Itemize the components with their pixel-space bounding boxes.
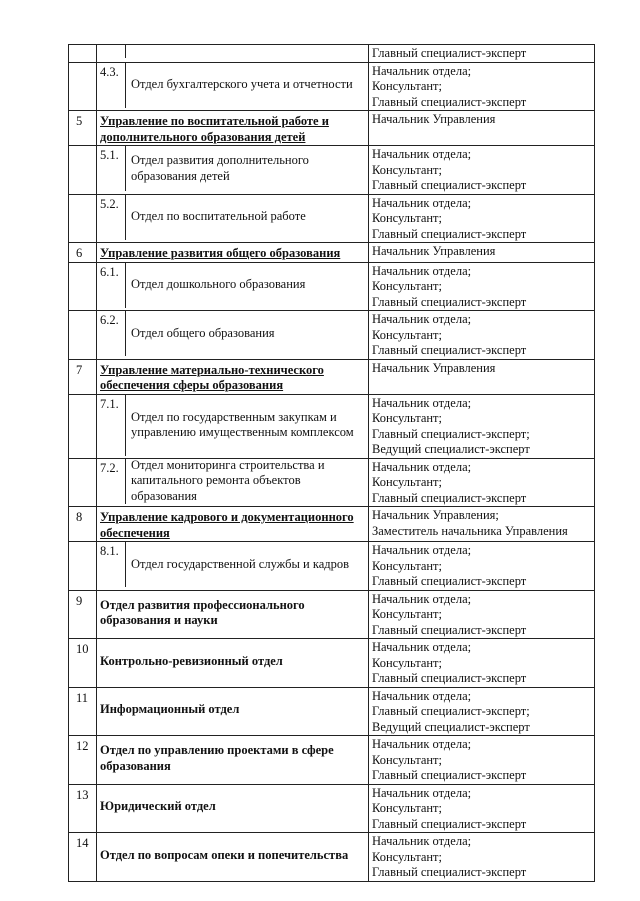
table-row xyxy=(69,111,595,146)
positions-cell xyxy=(369,311,595,360)
position-title: Начальник Управления xyxy=(372,244,496,258)
table-row xyxy=(69,458,595,507)
position-title: Консультант; xyxy=(372,655,442,670)
subunit-wrap xyxy=(97,542,368,587)
department-name: Информационный отдел xyxy=(100,702,240,717)
subunit-wrap xyxy=(97,459,368,504)
position-title: Начальник отдела; xyxy=(372,543,472,557)
position-title: Главный специалист-эксперт xyxy=(372,294,527,309)
position-title: Главный специалист-эксперт xyxy=(372,622,527,637)
table-row xyxy=(69,590,595,639)
unit-name-cell xyxy=(97,736,369,785)
positions-cell xyxy=(369,262,595,311)
row-number xyxy=(69,262,97,311)
unit-name-cell xyxy=(97,542,369,591)
position-title: Консультант; xyxy=(372,558,442,573)
positions-cell xyxy=(369,736,595,785)
subunit-wrap xyxy=(97,263,368,308)
subunit-number: 8.1. xyxy=(97,542,126,587)
row-number: 11 xyxy=(69,687,97,736)
subunit-name: Отдел по государственным закупкам и управлению имущественным комплексом xyxy=(131,409,354,439)
unit-name-cell xyxy=(97,146,369,195)
positions-cell xyxy=(369,45,595,63)
positions-cell xyxy=(369,687,595,736)
table-row xyxy=(69,542,595,591)
subunit-number: 4.3. xyxy=(97,63,126,108)
position-title: Главный специалист-эксперт xyxy=(372,490,527,505)
unit-name-cell xyxy=(97,394,369,458)
position-title: Главный специалист-эксперт xyxy=(372,226,527,241)
subunit-wrap xyxy=(97,311,368,356)
department-name: Отдел развития профессионального образования и науки xyxy=(100,597,305,627)
position-title: Начальник Управления xyxy=(372,112,496,126)
position-title: Главный специалист-эксперт xyxy=(372,865,527,879)
subunit-number: 6.2. xyxy=(97,311,126,356)
row-number: 8 xyxy=(69,507,97,542)
table-row xyxy=(69,736,595,785)
position-title: Консультант; xyxy=(372,801,442,815)
position-title: Начальник отдела; xyxy=(372,263,472,278)
row-number: 13 xyxy=(69,784,97,833)
table-row xyxy=(69,45,595,63)
position-title: Главный специалист-эксперт xyxy=(372,671,527,685)
position-title: Консультант; xyxy=(372,327,442,342)
position-title: Главный специалист-эксперт xyxy=(372,343,527,357)
department-name: Управление материально-технического обеспечения сферы образования xyxy=(100,362,324,392)
position-title: Главный специалист-эксперт; xyxy=(372,704,530,718)
position-title: Главный специалист-эксперт xyxy=(372,46,527,60)
position-title: Консультант; xyxy=(372,752,442,767)
position-title: Начальник отдела; xyxy=(372,312,472,326)
unit-name-cell xyxy=(97,45,369,63)
subunit-number: 5.2. xyxy=(97,195,126,240)
unit-name-cell xyxy=(97,111,369,146)
positions-cell xyxy=(369,359,595,394)
subunit-name: Отдел общего образования xyxy=(131,325,275,340)
subunit-name: Отдел по воспитательной работе xyxy=(131,209,306,224)
subunit-number: 6.1. xyxy=(97,263,126,308)
position-title: Начальник Управления xyxy=(372,360,496,375)
position-title: Начальник Управления; xyxy=(372,508,499,522)
position-title: Консультант; xyxy=(372,607,442,621)
unit-name-cell xyxy=(97,458,369,507)
position-title: Главный специалист-эксперт xyxy=(372,768,527,782)
row-number xyxy=(69,62,97,111)
position-title: Консультант; xyxy=(372,279,442,293)
row-number xyxy=(69,146,97,195)
table-body xyxy=(69,45,595,882)
positions-cell xyxy=(369,784,595,833)
position-title: Консультант; xyxy=(372,849,442,864)
subunit-name: Отдел бухгалтерского учета и отчетности xyxy=(131,77,353,92)
position-title: Начальник отдела; xyxy=(372,640,472,654)
subunit-name: Отдел государственной службы и кадров xyxy=(131,556,350,571)
table-row xyxy=(69,62,595,111)
table-row xyxy=(69,507,595,542)
positions-cell xyxy=(369,833,595,882)
positions-cell xyxy=(369,542,595,591)
table-row xyxy=(69,146,595,195)
row-number: 10 xyxy=(69,639,97,688)
department-name: Управление развития общего образования xyxy=(100,246,341,260)
positions-cell xyxy=(369,639,595,688)
table-row xyxy=(69,687,595,736)
position-title: Начальник отдела; xyxy=(372,737,472,751)
position-title: Начальник отдела; xyxy=(372,834,472,848)
row-number: 7 xyxy=(69,359,97,394)
subunit-name: Отдел мониторинга строительства и капитального ремонта объектов образования xyxy=(131,457,325,503)
positions-cell xyxy=(369,111,595,146)
row-number xyxy=(69,194,97,243)
positions-cell xyxy=(369,507,595,542)
positions-cell xyxy=(369,194,595,243)
position-title: Главный специалист-эксперт xyxy=(372,178,527,192)
positions-cell xyxy=(369,458,595,507)
row-number xyxy=(69,542,97,591)
positions-cell xyxy=(369,62,595,111)
unit-name-cell xyxy=(97,590,369,639)
row-number xyxy=(69,458,97,507)
position-title: Начальник отдела; xyxy=(372,147,472,161)
table-row xyxy=(69,639,595,688)
position-title: Начальник отдела; xyxy=(372,591,472,606)
positions-cell xyxy=(369,243,595,263)
unit-name-cell xyxy=(97,639,369,688)
subunit-number: 7.2. xyxy=(97,459,126,504)
row-number xyxy=(69,311,97,360)
position-title: Главный специалист-эксперт xyxy=(372,574,527,588)
subunit-name xyxy=(126,45,368,58)
subunit-wrap xyxy=(97,395,368,456)
row-number: 9 xyxy=(69,590,97,639)
position-title: Ведущий специалист-эксперт xyxy=(372,442,530,456)
row-number: 5 xyxy=(69,111,97,146)
table-row xyxy=(69,243,595,263)
unit-name-cell xyxy=(97,311,369,360)
structure-table xyxy=(68,44,595,882)
position-title: Главный специалист-эксперт xyxy=(372,816,527,831)
subunit-number xyxy=(97,45,126,58)
position-title: Начальник отдела; xyxy=(372,785,472,800)
unit-name-cell xyxy=(97,194,369,243)
position-title: Начальник отдела; xyxy=(372,459,472,474)
unit-name-cell xyxy=(97,507,369,542)
positions-cell xyxy=(369,146,595,195)
department-name: Управление по воспитательной работе и дополнительного образования детей xyxy=(100,114,329,144)
table-row xyxy=(69,394,595,458)
row-number: 6 xyxy=(69,243,97,263)
unit-name-cell xyxy=(97,243,369,263)
positions-cell xyxy=(369,394,595,458)
position-title: Заместитель начальника Управления xyxy=(372,523,568,538)
row-number: 14 xyxy=(69,833,97,882)
unit-name-cell xyxy=(97,262,369,311)
row-number: 12 xyxy=(69,736,97,785)
unit-name-cell xyxy=(97,62,369,111)
unit-name-cell xyxy=(97,833,369,882)
row-number xyxy=(69,394,97,458)
position-title: Начальник отдела; xyxy=(372,395,472,410)
department-name: Отдел по вопросам опеки и попечительства xyxy=(100,847,349,862)
position-title: Консультант; xyxy=(372,211,442,225)
department-name: Управление кадрового и документационного обеспечения xyxy=(100,510,354,540)
table-row xyxy=(69,784,595,833)
subunit-name: Отдел развития дополнительного образования детей xyxy=(131,153,309,183)
table-row xyxy=(69,311,595,360)
position-title: Консультант; xyxy=(372,475,442,489)
position-title: Консультант; xyxy=(372,411,442,425)
unit-name-cell xyxy=(97,359,369,394)
position-title: Ведущий специалист-эксперт xyxy=(372,719,530,734)
positions-cell xyxy=(369,590,595,639)
table-row xyxy=(69,359,595,394)
subunit-number: 7.1. xyxy=(97,395,126,456)
subunit-wrap xyxy=(97,146,368,191)
table-row xyxy=(69,833,595,882)
subunit-wrap xyxy=(97,45,368,58)
position-title: Консультант; xyxy=(372,162,442,177)
subunit-name: Отдел дошкольного образования xyxy=(131,277,306,292)
table-row xyxy=(69,262,595,311)
position-title: Начальник отдела; xyxy=(372,688,472,703)
table-row xyxy=(69,194,595,243)
subunit-wrap xyxy=(97,195,368,240)
row-number xyxy=(69,45,97,63)
position-title: Главный специалист-эксперт xyxy=(372,94,527,109)
position-title: Начальник отдела; xyxy=(372,63,472,78)
position-title: Главный специалист-эксперт; xyxy=(372,426,530,441)
position-title: Консультант; xyxy=(372,79,442,93)
department-name: Юридический отдел xyxy=(100,799,216,814)
department-name: Контрольно-ревизионный отдел xyxy=(100,653,283,668)
subunit-number: 5.1. xyxy=(97,146,126,191)
position-title: Начальник отдела; xyxy=(372,195,472,210)
department-name: Отдел по управлению проектами в сфере образования xyxy=(100,743,334,773)
unit-name-cell xyxy=(97,687,369,736)
unit-name-cell xyxy=(97,784,369,833)
subunit-wrap xyxy=(97,63,368,108)
